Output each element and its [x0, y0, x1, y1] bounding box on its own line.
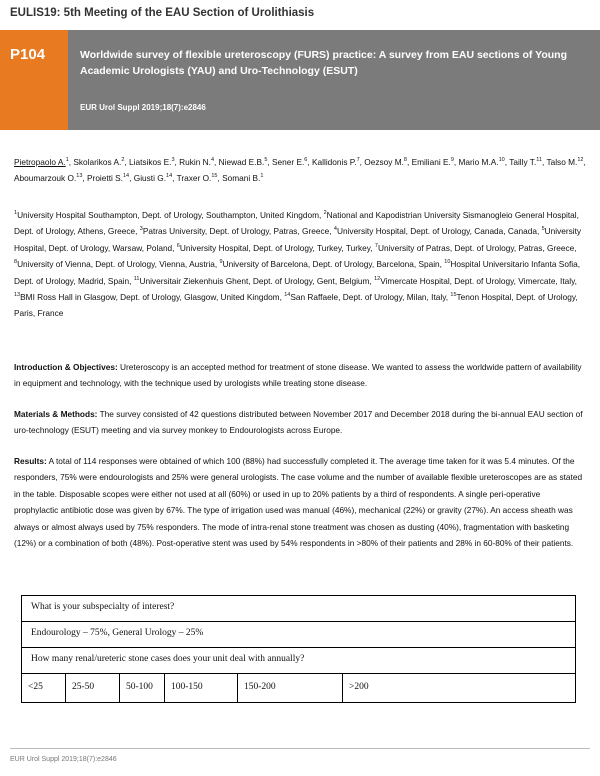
- author: [134, 173, 172, 183]
- table-cell: <25: [22, 674, 66, 702]
- affiliation-text: University Hospital, Dept. of Urology, Turkey, Turkey: [179, 242, 371, 253]
- author-affiliation-number: 7: [356, 157, 360, 164]
- affiliation-text: University Hospital, Dept. of Urology, Warsaw, Poland: [14, 226, 582, 253]
- author-affiliation-number: 2: [121, 157, 125, 164]
- affiliation-text: National and Kapodistrian University Sismanogleio General Hospital, Dept. of Urology, Athens, Greece: [14, 210, 579, 237]
- title-block: [68, 30, 600, 130]
- author-affiliation-number: 15: [211, 173, 218, 180]
- affiliation-text: Hospital Universitario Infanta Sofia, Dept. of Urology, Madrid, Spain: [14, 259, 581, 286]
- affiliation-number: 3: [139, 226, 143, 233]
- author-name: Emiliani E.: [411, 157, 451, 167]
- affiliation-text: Universitair Ziekenhuis Ghent, Dept. of Urology, Gent, Belgium: [139, 275, 370, 286]
- author: [179, 157, 214, 167]
- affiliation-list: $^1$University Hospital Southampton, Dept. of Urology, Southampton, United Kingdom, $^2$National and Kapodistrian University Sismanogleio General Hospital, Dept. of Urology, Athens, Greece, $^3$Patras University, Dept. of Urology, Patras, Greece, $^4$University Hospital, Dept. of Urology, Canada, Canada, $^5$University Hospital, Dept. of Urology, Warsaw, Poland, $^6$University Hospital, Dept. of Urology, Turkey, Turkey, $^7$University of Patras, Dept. of Urology, Patras, Greece, $^8$University of Vienna, Dept. of Urology, Vienna, Austria, $^9$University of Barcelona, Dept. of Urology, Barcelona, Spain, $^{10}$Hospital Universitario Infanta Sofia, Dept. of Urology, Madrid, Spain, $^{11}$Universitair Ziekenhuis Ghent, Dept. of Urology, Gent, Belgium, $^{12}$Vimercate Hospital, Dept. of Urology, Vimercate, Italy, $^{13}$BMI Ross Hall in Glasgow, Dept. of Urology, Glasgow, United Kingdom, $^{14}$San Raffaele, Dept. of Urology, Milan, Italy, $^{15}$Tenon Hospital, Dept. of Urology, Paris, France: [14, 210, 582, 319]
- author-name: Somani B.: [222, 173, 261, 184]
- affiliation: [177, 243, 371, 253]
- author-name: Proietti S.: [87, 173, 123, 184]
- methods-section: [14, 406, 586, 439]
- author-name: Liatsikos E.: [129, 157, 172, 167]
- author-affiliation-number: 8: [403, 157, 407, 164]
- affiliation-text: Vimercate Hospital, Dept. of Urology, Vimercate, Italy: [380, 275, 575, 286]
- author: [14, 157, 69, 167]
- author-affiliation-number: 1: [260, 173, 264, 180]
- author-name: Talso M.: [546, 157, 578, 167]
- affiliation-number: 7: [374, 243, 378, 250]
- author-list: Pietropaolo A.$^1$, Skolarikos A.$^2$, Liatsikos E.$^3$, Rukin N.$^4$, Niewad E.B.$^5$, Sener E.$^6$, Kallidonis P.$^7$, Oezsoy M.$^8$, Emiliani E.$^9$, Mario M.A.$^{10}$, Tailly T.$^{11}$, Talso M.$^{12}$, Aboumarzouk O.$^{13}$, Proietti S.$^{14}$, Giusti G.$^{14}$, Traxer O.$^{15}$, Somani B.$^1$: [14, 157, 586, 184]
- table-cell: 100-150: [165, 674, 238, 702]
- author-affiliation-number: 5: [264, 157, 268, 164]
- author-name: Mario M.A.: [458, 157, 499, 167]
- author-affiliation-number: 12: [577, 157, 584, 164]
- affiliation-number: 11: [133, 275, 140, 282]
- author-name: Skolarikos A.: [73, 157, 122, 167]
- author: [364, 157, 407, 167]
- author-affiliation-number: 4: [210, 157, 215, 164]
- survey-table: [21, 595, 576, 703]
- intro-heading: Introduction & Objectives:: [14, 362, 118, 372]
- footer-citation: EUR Urol Suppl 2019;18(7):e2846: [10, 756, 117, 763]
- author-name: Traxer O.: [176, 173, 212, 184]
- author-affiliation-number: 11: [536, 157, 542, 164]
- affiliation-text: San Raffaele, Dept. of Urology, Milan, Italy: [290, 292, 446, 303]
- author-affiliation-number: 9: [450, 157, 454, 164]
- affiliation: [334, 226, 537, 236]
- table-cell: 150-200: [238, 674, 343, 702]
- author-name: Tailly T.: [509, 157, 537, 167]
- intro-section: [14, 359, 586, 392]
- author: [222, 173, 263, 183]
- affiliation-number: 12: [374, 275, 381, 282]
- affiliation-text: Tenon Hospital, Dept. of Urology, Paris, France: [14, 292, 578, 319]
- author: [129, 157, 175, 167]
- affiliation-number: 1: [14, 210, 18, 217]
- paper-title: Worldwide survey of flexible ureteroscopy (FURS) practice: A survey from EAU sections of Young Academic Urologists (YAU) and Uro-Technology (ESUT): [80, 49, 567, 77]
- author: [546, 157, 583, 167]
- author: [219, 157, 268, 167]
- affiliation-number: 6: [176, 243, 180, 250]
- author-name: Aboumarzouk O.: [14, 173, 77, 184]
- table-cell: 50-100: [120, 674, 165, 702]
- intro-text: Ureteroscopy is an accepted method for treatment of stone disease. We wanted to assess the worldwide pattern of availability in equipment and technology, with the technique used by urologists while treating stone disease.: [14, 362, 582, 389]
- author-name: Niewad E.B.: [218, 157, 265, 167]
- affiliation-number: 13: [14, 292, 21, 299]
- poster-id: P104: [0, 30, 68, 130]
- author: [312, 157, 360, 167]
- affiliation-number: 2: [323, 210, 327, 217]
- table-cell: 25-50: [66, 674, 120, 702]
- affiliation-text: University of Vienna, Dept. of Urology, Vienna, Austria: [17, 259, 215, 270]
- affiliation-number: 14: [284, 292, 291, 299]
- affiliation: [14, 259, 215, 269]
- author: [459, 157, 505, 167]
- author-name: Pietropaolo A.: [14, 157, 66, 167]
- affiliation-text: Patras University, Dept. of Urology, Patras, Greece: [142, 226, 330, 237]
- table-answer-1: Endourology – 75%, General Urology – 25%: [22, 622, 575, 648]
- affiliation: [14, 292, 280, 302]
- author-affiliation-number: 13: [76, 173, 83, 180]
- author-name: Oezsoy M.: [364, 157, 404, 167]
- affiliation-text: BMI Ross Hall in Glasgow, Dept. of Urology, Glasgow, United Kingdom: [20, 292, 280, 303]
- methods-heading: Materials & Methods:: [14, 409, 98, 419]
- table-question-2: How many renal/ureteric stone cases does your unit deal with annually?: [22, 648, 575, 674]
- affiliation: [140, 226, 330, 236]
- affiliation: [220, 259, 440, 269]
- results-heading: Results:: [14, 456, 47, 466]
- results-text: A total of 114 responses were obtained of which 100 (88%) had successfully completed it. The average time taken for it was 5.4 minutes. Of the responders, 75% were endourologists and 25% were general urologists. The case volume and the number of available flexible ureteroscopes are as stated in the table. Disposable scopes were either not used at all (60%) or used in up to 20% patients by a third of respondents. A single peri-operative prophylactic antibiotic dose was given by 67%. The type of irrigation used was manual (46%), mechanical (22%) or gravity (27%). An access sheath was always or almost always used by 75% responders. The mode of intra-renal stone treatment was chosen as dusting (40%), fragmentation with basketing (12%) or a combination of both (48%). Post-operative stent was used by 54% respondents in >80% of their patients and 28% in 60-80% of their patients.: [14, 456, 583, 549]
- footer-divider: [10, 748, 590, 749]
- author-name: Giusti G.: [133, 173, 167, 184]
- affiliation-number: 8: [14, 259, 18, 266]
- affiliation: [374, 276, 575, 286]
- citation: EUR Urol Suppl 2019;18(7):e2846: [80, 103, 206, 112]
- affiliation: [14, 210, 319, 220]
- author: [272, 157, 307, 167]
- affiliation-text: University Hospital Southampton, Dept. of Urology, Southampton, United Kingdom: [17, 210, 319, 220]
- results-section: [14, 453, 586, 551]
- methods-text: The survey consisted of 42 questions distributed between November 2017 and December 2018 during the bi-annual EAU section of uro-technology (ESUT) meeting and via survey monkey to Endourologists across Europe.: [14, 409, 583, 436]
- affiliation: [134, 276, 370, 286]
- author-affiliation-number: 3: [171, 157, 175, 164]
- author-affiliation-number: 10: [498, 157, 505, 164]
- table-range-row: [22, 674, 575, 702]
- affiliation-number: 10: [444, 259, 451, 266]
- author: [87, 173, 129, 183]
- author-name: Sener E.: [272, 157, 305, 167]
- affiliation-number: 9: [219, 259, 223, 266]
- affiliation-number: 15: [450, 292, 457, 299]
- affiliation-text: University Hospital, Dept. of Urology, Canada, Canada: [336, 226, 537, 237]
- affiliation-text: University of Barcelona, Dept. of Urology, Barcelona, Spain: [222, 259, 440, 270]
- author-name: Rukin N.: [179, 157, 211, 167]
- author: [14, 173, 82, 183]
- author: [73, 157, 124, 167]
- author-affiliation-number: 6: [304, 157, 308, 164]
- affiliation-text: University of Patras, Dept. of Urology, Patras, Greece: [377, 242, 575, 253]
- author-affiliation-number: 14: [166, 173, 173, 180]
- affiliation-number: 5: [541, 226, 545, 233]
- table-cell: >200: [349, 682, 369, 692]
- affiliation: [375, 243, 574, 253]
- author-affiliation-number: 1: [65, 157, 69, 164]
- affiliation: [284, 292, 446, 302]
- author: [412, 157, 454, 167]
- author-affiliation-number: 14: [122, 173, 130, 180]
- title-banner: [0, 30, 600, 130]
- table-question-1: What is your subspecialty of interest?: [22, 596, 575, 622]
- author-name: Kallidonis P.: [311, 157, 357, 167]
- author: [509, 157, 542, 167]
- author: [177, 173, 218, 183]
- affiliation-number: 4: [333, 226, 337, 233]
- conference-title: EULIS19: 5th Meeting of the EAU Section of Urolithiasis: [10, 7, 315, 19]
